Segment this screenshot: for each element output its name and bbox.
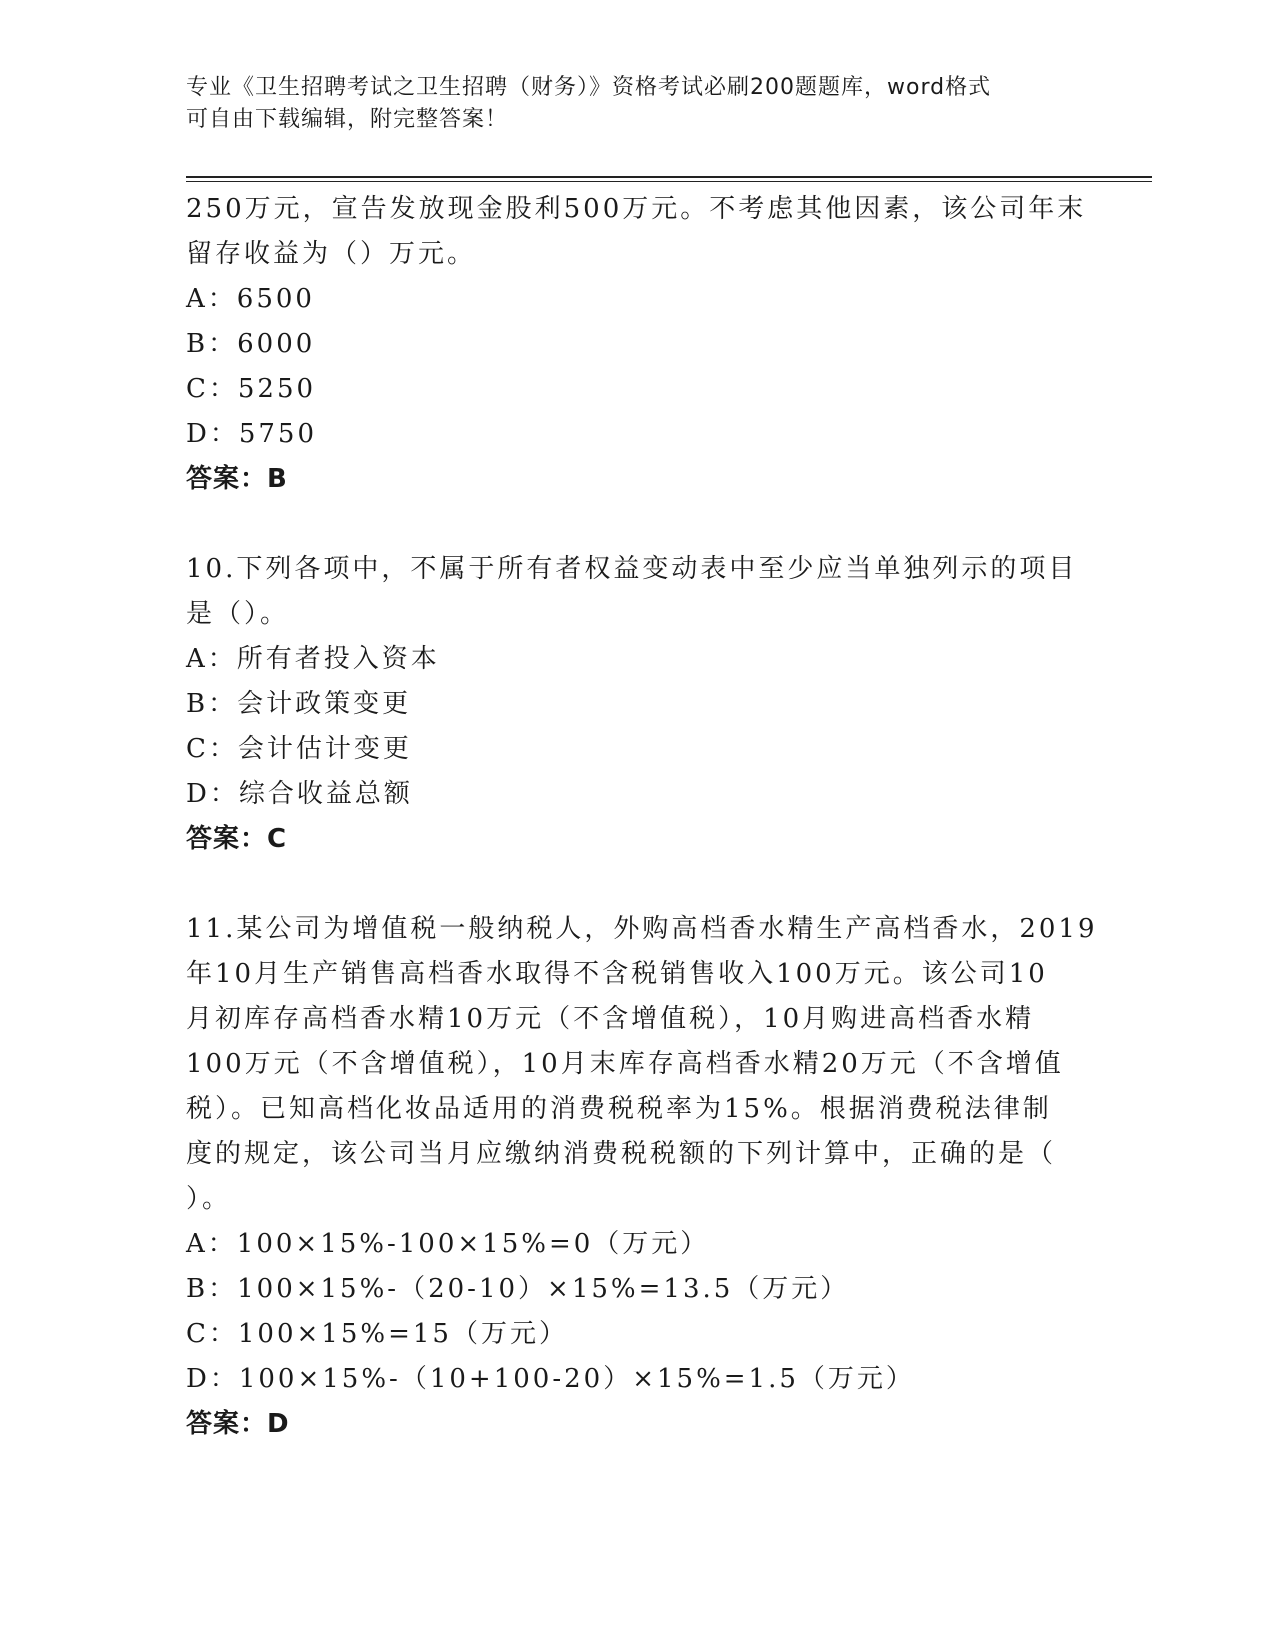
document-header [186,72,1086,136]
option-c: C：5250 [186,374,317,404]
question-stem-line: 度的规定，该公司当月应缴纳消费税税额的下列计算中，正确的是（ [186,1139,1057,1169]
question-block-prev [186,187,1086,502]
question-stem-line: 100万元（不含增值税），10月末库存高档香水精20万元（不含增值 [186,1049,1064,1079]
question-block-11 [186,907,1098,1447]
header-rule-thick [186,176,1152,178]
question-stem-line: 10.下列各项中，不属于所有者权益变动表中至少应当单独列示的项目 [186,554,1078,584]
spacer [186,862,1086,907]
question-block-10 [186,547,1086,862]
header-line-1: 专业《卫生招聘考试之卫生招聘（财务）》资格考试必刷200题题库，word格式 [186,75,992,100]
option-a: A：6500 [186,284,315,314]
answer-line: 答案：C [186,824,288,854]
option-d: D：100×15%-（10+100-20）×15%=1.5（万元） [186,1364,915,1394]
question-stem-line: 税）。已知高档化妆品适用的消费税税率为15%。根据消费税法律制 [186,1094,1052,1124]
question-stem-line: 留存收益为（）万元。 [186,239,477,269]
question-stem-line: ）。 [186,1184,232,1214]
option-d: D：5750 [186,419,318,449]
question-stem-line: 250万元，宣告发放现金股利500万元。不考虑其他因素，该公司年末 [186,194,1087,224]
option-a: A：所有者投入资本 [186,644,440,674]
option-d: D：综合收益总额 [186,779,413,809]
option-b: B：6000 [186,329,316,359]
option-b: B：会计政策变更 [186,689,412,719]
question-stem-line: 11.某公司为增值税一般纳税人，外购高档香水精生产高档香水，2019 [186,914,1098,944]
option-b: B：100×15%-（20-10）×15%=13.5（万元） [186,1274,850,1304]
header-rule-thin [186,181,1152,182]
question-stem-line: 年10月生产销售高档香水取得不含税销售收入100万元。该公司10 [186,959,1048,989]
answer-line: 答案：D [186,1409,290,1439]
document-body [186,187,1098,1447]
option-c: C：100×15%=15（万元） [186,1319,568,1349]
spacer [186,502,1086,547]
question-stem-line: 是（）。 [186,599,290,629]
header-line-2: 可自由下载编辑，附完整答案！ [186,107,509,132]
answer-line: 答案：B [186,464,288,494]
option-a: A：100×15%-100×15%=0（万元） [186,1229,710,1259]
question-stem-line: 月初库存高档香水精10万元（不含增值税），10月购进高档香水精 [186,1004,1035,1034]
option-c: C：会计估计变更 [186,734,412,764]
